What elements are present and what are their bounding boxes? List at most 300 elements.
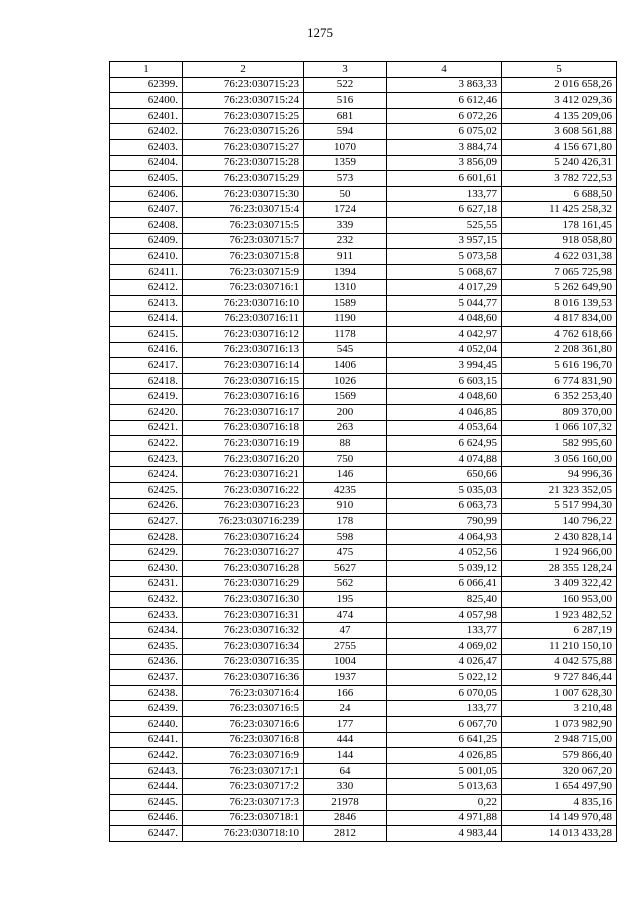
cadastral-value-cell: 5 262 649,90 [502,280,617,296]
specific-value-cell: 6 612,46 [387,93,502,109]
specific-value-cell: 5 039,12 [387,561,502,577]
area-cell: 594 [304,124,387,140]
row-number-cell: 62437. [110,670,183,686]
table-row [110,420,617,436]
cadastral-number-cell: 76:23:030716:9 [183,748,304,764]
cadastral-value-cell: 94 996,36 [502,467,617,483]
specific-value-cell: 4 017,29 [387,280,502,296]
specific-value-cell: 6 624,95 [387,436,502,452]
column-header: 2 [183,62,304,78]
specific-value-cell: 5 013,63 [387,779,502,795]
row-number-cell: 62407. [110,202,183,218]
row-number-cell: 62442. [110,748,183,764]
specific-value-cell: 6 603,15 [387,373,502,389]
row-number-cell: 62440. [110,716,183,732]
cadastral-value-cell: 11 425 258,32 [502,202,617,218]
row-number-cell: 62446. [110,810,183,826]
row-number-cell: 62428. [110,529,183,545]
cadastral-value-cell: 14 149 970,48 [502,810,617,826]
cadastral-value-cell: 320 067,20 [502,763,617,779]
row-number-cell: 62432. [110,592,183,608]
table-row [110,451,617,467]
cadastral-number-cell: 76:23:030716:35 [183,654,304,670]
cadastral-value-cell: 5 517 994,30 [502,498,617,514]
specific-value-cell: 4 048,60 [387,389,502,405]
area-cell: 1070 [304,139,387,155]
area-cell: 1178 [304,327,387,343]
area-cell: 88 [304,436,387,452]
cadastral-value-cell: 582 995,60 [502,436,617,452]
cadastral-value-cell: 3 210,48 [502,701,617,717]
row-number-cell: 62399. [110,77,183,93]
table-row [110,233,617,249]
table-row [110,592,617,608]
cadastral-value-cell: 809 370,00 [502,405,617,421]
cadastral-number-cell: 76:23:030716:27 [183,545,304,561]
cadastral-number-cell: 76:23:030715:28 [183,155,304,171]
column-header: 3 [304,62,387,78]
cadastral-number-cell: 76:23:030716:34 [183,638,304,654]
table-row [110,249,617,265]
table-row [110,763,617,779]
row-number-cell: 62439. [110,701,183,717]
area-cell: 2755 [304,638,387,654]
table-row [110,794,617,810]
cadastral-number-cell: 76:23:030717:1 [183,763,304,779]
table-row [110,124,617,140]
area-cell: 1026 [304,373,387,389]
row-number-cell: 62424. [110,467,183,483]
cadastral-value-cell: 4 156 671,80 [502,139,617,155]
cadastral-value-cell: 4 817 834,00 [502,311,617,327]
specific-value-cell: 5 035,03 [387,483,502,499]
area-cell: 178 [304,514,387,530]
area-cell: 516 [304,93,387,109]
specific-value-cell: 6 067,70 [387,716,502,732]
table-row [110,483,617,499]
cadastral-number-cell: 76:23:030716:36 [183,670,304,686]
table-row [110,202,617,218]
cadastral-number-cell: 76:23:030716:20 [183,451,304,467]
row-number-cell: 62404. [110,155,183,171]
row-number-cell: 62411. [110,264,183,280]
row-number-cell: 62435. [110,638,183,654]
row-number-cell: 62434. [110,623,183,639]
table-row [110,280,617,296]
row-number-cell: 62417. [110,358,183,374]
cadastral-value-cell: 6 352 253,40 [502,389,617,405]
area-cell: 681 [304,108,387,124]
table-row [110,93,617,109]
cadastral-value-cell: 9 727 846,44 [502,670,617,686]
area-cell: 5627 [304,561,387,577]
row-number-cell: 62447. [110,826,183,842]
cadastral-value-cell: 1 007 628,30 [502,685,617,701]
specific-value-cell: 3 863,33 [387,77,502,93]
table-row [110,607,617,623]
cadastral-number-cell: 76:23:030716:17 [183,405,304,421]
table-row [110,514,617,530]
specific-value-cell: 4 052,04 [387,342,502,358]
cadastral-value-cell: 2 430 828,14 [502,529,617,545]
row-number-cell: 62415. [110,327,183,343]
row-number-cell: 62431. [110,576,183,592]
cadastral-number-cell: 76:23:030717:2 [183,779,304,795]
cadastral-value-cell: 7 065 725,98 [502,264,617,280]
cadastral-value-cell: 4 042 575,88 [502,654,617,670]
specific-value-cell: 4 983,44 [387,826,502,842]
cadastral-number-cell: 76:23:030716:239 [183,514,304,530]
table-row [110,685,617,701]
table-row [110,373,617,389]
row-number-cell: 62419. [110,389,183,405]
specific-value-cell: 825,40 [387,592,502,608]
specific-value-cell: 4 026,47 [387,654,502,670]
column-header: 1 [110,62,183,78]
cadastral-value-table [109,61,617,842]
column-header: 4 [387,62,502,78]
specific-value-cell: 6 601,61 [387,171,502,187]
table-row [110,295,617,311]
specific-value-cell: 5 073,58 [387,249,502,265]
row-number-cell: 62413. [110,295,183,311]
cadastral-number-cell: 76:23:030716:19 [183,436,304,452]
specific-value-cell: 6 070,05 [387,685,502,701]
row-number-cell: 62420. [110,405,183,421]
table-row [110,405,617,421]
table-row [110,748,617,764]
specific-value-cell: 4 052,56 [387,545,502,561]
table-row [110,217,617,233]
row-number-cell: 62422. [110,436,183,452]
cadastral-value-cell: 2 016 658,26 [502,77,617,93]
area-cell: 474 [304,607,387,623]
cadastral-number-cell: 76:23:030716:23 [183,498,304,514]
specific-value-cell: 6 066,41 [387,576,502,592]
specific-value-cell: 5 022,12 [387,670,502,686]
row-number-cell: 62409. [110,233,183,249]
cadastral-number-cell: 76:23:030716:29 [183,576,304,592]
specific-value-cell: 6 641,25 [387,732,502,748]
specific-value-cell: 3 994,45 [387,358,502,374]
area-cell: 195 [304,592,387,608]
table-row [110,155,617,171]
area-cell: 475 [304,545,387,561]
cadastral-number-cell: 76:23:030715:27 [183,139,304,155]
area-cell: 1569 [304,389,387,405]
table-row [110,498,617,514]
table-row [110,436,617,452]
row-number-cell: 62402. [110,124,183,140]
specific-value-cell: 4 971,88 [387,810,502,826]
cadastral-value-cell: 1 066 107,32 [502,420,617,436]
cadastral-number-cell: 76:23:030716:21 [183,467,304,483]
table-row [110,670,617,686]
row-number-cell: 62426. [110,498,183,514]
cadastral-value-cell: 3 608 561,88 [502,124,617,140]
cadastral-number-cell: 76:23:030715:25 [183,108,304,124]
row-number-cell: 62412. [110,280,183,296]
row-number-cell: 62425. [110,483,183,499]
cadastral-number-cell: 76:23:030716:16 [183,389,304,405]
cadastral-number-cell: 76:23:030716:28 [183,561,304,577]
area-cell: 1589 [304,295,387,311]
area-cell: 1359 [304,155,387,171]
specific-value-cell: 3 856,09 [387,155,502,171]
area-cell: 2812 [304,826,387,842]
specific-value-cell: 133,77 [387,701,502,717]
table-row [110,389,617,405]
table-body [110,77,617,841]
cadastral-value-cell: 2 948 715,00 [502,732,617,748]
cadastral-value-cell: 3 782 722,53 [502,171,617,187]
row-number-cell: 62405. [110,171,183,187]
area-cell: 1394 [304,264,387,280]
area-cell: 1190 [304,311,387,327]
cadastral-value-cell: 8 016 139,53 [502,295,617,311]
area-cell: 911 [304,249,387,265]
row-number-cell: 62408. [110,217,183,233]
specific-value-cell: 4 026,85 [387,748,502,764]
specific-value-cell: 133,77 [387,186,502,202]
table-row [110,701,617,717]
table-row [110,311,617,327]
cadastral-value-cell: 3 056 160,00 [502,451,617,467]
row-number-cell: 62433. [110,607,183,623]
cadastral-value-cell: 4 622 031,38 [502,249,617,265]
cadastral-number-cell: 76:23:030715:26 [183,124,304,140]
cadastral-number-cell: 76:23:030716:8 [183,732,304,748]
area-cell: 200 [304,405,387,421]
cadastral-number-cell: 76:23:030715:29 [183,171,304,187]
cadastral-value-cell: 1 654 497,90 [502,779,617,795]
cadastral-value-cell: 4 835,16 [502,794,617,810]
area-cell: 146 [304,467,387,483]
specific-value-cell: 4 046,85 [387,405,502,421]
cadastral-number-cell: 76:23:030716:15 [183,373,304,389]
specific-value-cell: 4 064,93 [387,529,502,545]
specific-value-cell: 6 075,02 [387,124,502,140]
cadastral-number-cell: 76:23:030716:18 [183,420,304,436]
cadastral-value-cell: 1 923 482,52 [502,607,617,623]
specific-value-cell: 4 057,98 [387,607,502,623]
specific-value-cell: 133,77 [387,623,502,639]
cadastral-value-cell: 3 412 029,36 [502,93,617,109]
area-cell: 2846 [304,810,387,826]
cadastral-value-cell: 178 161,45 [502,217,617,233]
specific-value-cell: 3 957,15 [387,233,502,249]
table-row [110,716,617,732]
area-cell: 598 [304,529,387,545]
area-cell: 4235 [304,483,387,499]
cadastral-value-cell: 11 210 150,10 [502,638,617,654]
cadastral-value-cell: 6 287,19 [502,623,617,639]
table-row [110,77,617,93]
specific-value-cell: 4 042,97 [387,327,502,343]
cadastral-number-cell: 76:23:030716:14 [183,358,304,374]
specific-value-cell: 5 044,77 [387,295,502,311]
area-cell: 1724 [304,202,387,218]
row-number-cell: 62427. [110,514,183,530]
area-cell: 166 [304,685,387,701]
cadastral-number-cell: 76:23:030716:6 [183,716,304,732]
cadastral-number-cell: 76:23:030716:1 [183,280,304,296]
row-number-cell: 62414. [110,311,183,327]
cadastral-value-cell: 21 323 352,05 [502,483,617,499]
cadastral-number-cell: 76:23:030717:3 [183,794,304,810]
column-header: 5 [502,62,617,78]
table-row [110,779,617,795]
row-number-cell: 62443. [110,763,183,779]
specific-value-cell: 0,22 [387,794,502,810]
cadastral-value-cell: 2 208 361,80 [502,342,617,358]
specific-value-cell: 4 048,60 [387,311,502,327]
cadastral-number-cell: 76:23:030716:30 [183,592,304,608]
row-number-cell: 62410. [110,249,183,265]
cadastral-value-cell: 4 762 618,66 [502,327,617,343]
area-cell: 1310 [304,280,387,296]
cadastral-value-cell: 6 688,50 [502,186,617,202]
table-row [110,545,617,561]
cadastral-value-cell: 6 774 831,90 [502,373,617,389]
row-number-cell: 62401. [110,108,183,124]
area-cell: 1937 [304,670,387,686]
area-cell: 444 [304,732,387,748]
area-cell: 330 [304,779,387,795]
table-row [110,576,617,592]
specific-value-cell: 6 063,73 [387,498,502,514]
table-row [110,638,617,654]
table-row [110,623,617,639]
table-row [110,264,617,280]
table-row [110,654,617,670]
cadastral-number-cell: 76:23:030715:30 [183,186,304,202]
area-cell: 562 [304,576,387,592]
table-row [110,529,617,545]
cadastral-number-cell: 76:23:030716:22 [183,483,304,499]
area-cell: 263 [304,420,387,436]
cadastral-number-cell: 76:23:030716:11 [183,311,304,327]
area-cell: 144 [304,748,387,764]
row-number-cell: 62441. [110,732,183,748]
table-row [110,171,617,187]
area-cell: 47 [304,623,387,639]
area-cell: 21978 [304,794,387,810]
specific-value-cell: 5 068,67 [387,264,502,280]
cadastral-number-cell: 76:23:030715:8 [183,249,304,265]
cadastral-number-cell: 76:23:030715:7 [183,233,304,249]
cadastral-value-cell: 160 953,00 [502,592,617,608]
cadastral-number-cell: 76:23:030715:24 [183,93,304,109]
specific-value-cell: 3 884,74 [387,139,502,155]
cadastral-value-cell: 140 796,22 [502,514,617,530]
area-cell: 232 [304,233,387,249]
row-number-cell: 62445. [110,794,183,810]
area-cell: 750 [304,451,387,467]
specific-value-cell: 4 074,88 [387,451,502,467]
row-number-cell: 62421. [110,420,183,436]
specific-value-cell: 4 053,64 [387,420,502,436]
area-cell: 573 [304,171,387,187]
specific-value-cell: 6 627,18 [387,202,502,218]
table-row [110,826,617,842]
cadastral-value-cell: 4 135 209,06 [502,108,617,124]
cadastral-value-cell: 5 616 196,70 [502,358,617,374]
row-number-cell: 62429. [110,545,183,561]
table-row [110,732,617,748]
cadastral-value-cell: 1 073 982,90 [502,716,617,732]
row-number-cell: 62444. [110,779,183,795]
cadastral-number-cell: 76:23:030718:1 [183,810,304,826]
cadastral-number-cell: 76:23:030716:31 [183,607,304,623]
cadastral-number-cell: 76:23:030716:32 [183,623,304,639]
row-number-cell: 62418. [110,373,183,389]
row-number-cell: 62423. [110,451,183,467]
cadastral-value-cell: 918 058,80 [502,233,617,249]
area-cell: 50 [304,186,387,202]
cadastral-number-cell: 76:23:030715:4 [183,202,304,218]
cadastral-value-cell: 579 866,40 [502,748,617,764]
table-row [110,561,617,577]
specific-value-cell: 4 069,02 [387,638,502,654]
page-number: 1275 [307,25,333,40]
row-number-cell: 62400. [110,93,183,109]
table-row [110,467,617,483]
specific-value-cell: 6 072,26 [387,108,502,124]
specific-value-cell: 790,99 [387,514,502,530]
specific-value-cell: 525,55 [387,217,502,233]
row-number-cell: 62438. [110,685,183,701]
area-cell: 339 [304,217,387,233]
cadastral-number-cell: 76:23:030716:12 [183,327,304,343]
cadastral-value-cell: 14 013 433,28 [502,826,617,842]
cadastral-number-cell: 76:23:030716:13 [183,342,304,358]
table-row [110,186,617,202]
area-cell: 24 [304,701,387,717]
table-row [110,810,617,826]
cadastral-number-cell: 76:23:030715:23 [183,77,304,93]
specific-value-cell: 5 001,05 [387,763,502,779]
area-cell: 522 [304,77,387,93]
area-cell: 910 [304,498,387,514]
cadastral-number-cell: 76:23:030715:5 [183,217,304,233]
cadastral-value-cell: 5 240 426,31 [502,155,617,171]
row-number-cell: 62403. [110,139,183,155]
cadastral-value-cell: 1 924 966,00 [502,545,617,561]
cadastral-number-cell: 76:23:030716:10 [183,295,304,311]
cadastral-number-cell: 76:23:030716:4 [183,685,304,701]
area-cell: 545 [304,342,387,358]
cadastral-number-cell: 76:23:030716:5 [183,701,304,717]
row-number-cell: 62416. [110,342,183,358]
cadastral-value-cell: 28 355 128,24 [502,561,617,577]
area-cell: 64 [304,763,387,779]
row-number-cell: 62406. [110,186,183,202]
table-row [110,358,617,374]
area-cell: 1004 [304,654,387,670]
row-number-cell: 62436. [110,654,183,670]
specific-value-cell: 650,66 [387,467,502,483]
row-number-cell: 62430. [110,561,183,577]
table-row [110,327,617,343]
table-row [110,108,617,124]
column-number-row [110,62,617,78]
cadastral-number-cell: 76:23:030718:10 [183,826,304,842]
table-row [110,342,617,358]
table-row [110,139,617,155]
cadastral-number-cell: 76:23:030715:9 [183,264,304,280]
area-cell: 177 [304,716,387,732]
